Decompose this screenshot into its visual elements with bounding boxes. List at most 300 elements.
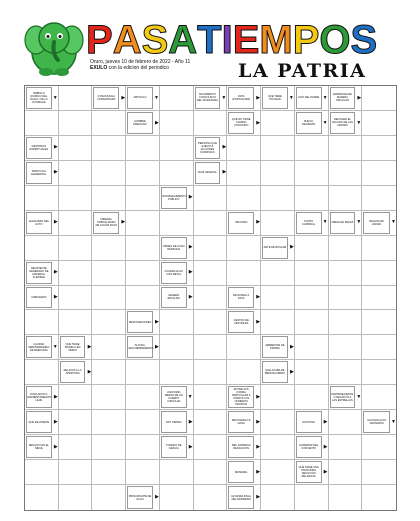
answer-cell[interactable] — [261, 161, 295, 186]
clue-text: DISCUSION O ENFRENTAMIENTO LEVE — [26, 386, 52, 408]
clue-cell — [25, 335, 59, 360]
answer-cell[interactable] — [362, 485, 396, 510]
clue-text: ESTABLECIMIENTO PUBLICO — [161, 187, 187, 209]
answer-cell[interactable] — [59, 410, 93, 435]
answer-cell[interactable] — [194, 410, 228, 435]
answer-cell[interactable] — [194, 335, 228, 360]
clue-cell — [25, 86, 59, 111]
clue-cell — [126, 86, 160, 111]
answer-cell[interactable] — [126, 136, 160, 161]
arrow-right-icon: ▶ — [53, 269, 58, 276]
clue-text: RELATOS A LA APERTURA — [60, 361, 86, 383]
clue-cell — [227, 86, 261, 111]
exclusive-bold: EXULO — [90, 65, 108, 71]
answer-cell[interactable] — [25, 360, 59, 385]
arrow-right-icon: ▶ — [53, 219, 58, 226]
clue-text: LEGALIDAD DEL ACTO — [26, 212, 52, 234]
answer-cell[interactable] — [295, 360, 329, 385]
arrow-right-icon: ▶ — [155, 119, 159, 126]
clue-cell — [194, 86, 228, 111]
answer-cell[interactable] — [92, 310, 126, 335]
answer-cell[interactable] — [227, 261, 261, 286]
answer-cell[interactable] — [194, 310, 228, 335]
clue-cell — [25, 136, 59, 161]
clue-text: CUARDA ALGO CON METAL — [161, 262, 187, 284]
arrow-right-icon: ▶ — [256, 219, 261, 226]
answer-cell[interactable] — [362, 360, 396, 385]
clue-cell — [329, 111, 363, 136]
answer-cell[interactable] — [126, 186, 160, 211]
puzzle-header — [0, 0, 420, 84]
arrow-right-icon: ▶ — [121, 94, 126, 101]
clue-cell — [126, 111, 160, 136]
clue-text: RAIZ VEGETAL — [195, 162, 221, 184]
answer-cell[interactable] — [59, 136, 93, 161]
arrow-right-icon: ▶ — [256, 393, 261, 400]
answer-cell[interactable] — [194, 236, 228, 261]
clue-text: NUEVO, RECIENTE — [296, 112, 322, 134]
clue-cell — [160, 236, 194, 261]
arrow-right-icon: ▶ — [222, 169, 227, 176]
answer-cell[interactable] — [92, 136, 126, 161]
answer-cell[interactable] — [194, 385, 228, 410]
arrow-down-icon: ▼ — [356, 219, 362, 226]
answer-cell[interactable] — [295, 485, 329, 510]
arrow-down-icon: ▼ — [52, 94, 58, 101]
clue-text: QUE DE ATREVE — [26, 411, 52, 433]
answer-cell[interactable] — [92, 261, 126, 286]
arrow-right-icon: ▶ — [188, 194, 193, 201]
title-letter: T — [197, 18, 222, 62]
answer-cell[interactable] — [261, 286, 295, 311]
answer-cell[interactable] — [362, 261, 396, 286]
clue-text: RECIPIENTE GENERADO DE MATERIAL FLEXIBLE — [26, 262, 52, 284]
arrow-down-icon: ▼ — [356, 393, 362, 400]
answer-cell[interactable] — [126, 460, 160, 485]
clue-cell — [295, 435, 329, 460]
answer-cell[interactable] — [362, 385, 396, 410]
answer-cell[interactable] — [261, 385, 295, 410]
arrow-down-icon: ▼ — [52, 343, 58, 350]
answer-cell[interactable] — [295, 385, 329, 410]
clue-cell — [261, 236, 295, 261]
answer-cell[interactable] — [160, 360, 194, 385]
answer-cell[interactable] — [194, 111, 228, 136]
clue-text: PARTICULA ELEMENTAL — [26, 162, 52, 184]
clue-text: DESPOSECIONES — [127, 311, 153, 333]
clue-cell — [261, 335, 295, 360]
answer-cell[interactable] — [59, 435, 93, 460]
dateline-block — [90, 59, 190, 71]
answer-cell[interactable] — [59, 111, 93, 136]
clue-cell — [25, 435, 59, 460]
title-letter: A — [112, 18, 142, 62]
clue-cell — [227, 385, 261, 410]
clue-cell — [25, 161, 59, 186]
answer-cell[interactable] — [126, 435, 160, 460]
answer-cell[interactable] — [59, 385, 93, 410]
answer-cell[interactable] — [59, 261, 93, 286]
title-letter: O — [319, 18, 351, 62]
answer-cell[interactable] — [59, 286, 93, 311]
arrow-down-icon: ▼ — [391, 219, 396, 226]
answer-cell[interactable] — [362, 236, 396, 261]
answer-cell[interactable] — [194, 360, 228, 385]
answer-cell[interactable] — [194, 485, 228, 510]
clue-cell — [329, 86, 363, 111]
answer-cell[interactable] — [126, 211, 160, 236]
answer-cell[interactable] — [160, 485, 194, 510]
clue-text: MINERAL CRISTALIZADO DE COLOR ROJO — [93, 212, 119, 234]
answer-cell[interactable] — [160, 310, 194, 335]
clue-text: PERTENECIENTE O RELATIVO A LAS ESTRELLAS — [330, 386, 356, 408]
answer-cell[interactable] — [194, 211, 228, 236]
answer-cell[interactable] — [92, 435, 126, 460]
answer-cell[interactable] — [261, 261, 295, 286]
answer-cell[interactable] — [160, 86, 194, 111]
clue-text: SUPERIOR DEL CONVENTO — [296, 436, 322, 458]
arrow-right-icon: ▶ — [155, 494, 159, 501]
answer-cell[interactable] — [59, 485, 93, 510]
clue-text: ENTRE SUS FORMA PARTICULAR A UNIDOS LOS NUMEROS PROPIOS — [228, 386, 254, 408]
arrow-right-icon: ▶ — [53, 144, 58, 151]
elephant-mascot-icon — [24, 14, 84, 78]
answer-cell[interactable] — [261, 310, 295, 335]
answer-cell[interactable] — [362, 136, 396, 161]
clue-cell — [25, 410, 59, 435]
dateline-text: Oruro, jueves 10 de febrero de 2022 - Año 11 — [90, 59, 191, 65]
clue-text: CIMPLEZON — [26, 287, 52, 309]
clue-cell — [227, 435, 261, 460]
answer-cell[interactable] — [261, 435, 295, 460]
answer-cell[interactable] — [227, 161, 261, 186]
clue-cell — [295, 111, 329, 136]
answer-cell[interactable] — [59, 211, 93, 236]
clue-text: PERSONA QUE EJECUTA ACCIONES FORZOSAS — [195, 137, 221, 159]
clue-cell — [261, 86, 295, 111]
answer-cell[interactable] — [25, 186, 59, 211]
arrow-right-icon: ▶ — [53, 169, 58, 176]
arrow-right-icon: ▶ — [357, 94, 362, 101]
clue-cell — [25, 211, 59, 236]
arrow-down-icon: ▼ — [322, 119, 328, 126]
answer-cell[interactable] — [329, 460, 363, 485]
answer-cell[interactable] — [126, 236, 160, 261]
answer-cell[interactable] — [160, 335, 194, 360]
answer-cell[interactable] — [295, 310, 329, 335]
answer-cell[interactable] — [295, 136, 329, 161]
answer-cell[interactable] — [329, 335, 363, 360]
clue-cell — [295, 86, 329, 111]
clue-cell — [126, 310, 160, 335]
answer-cell[interactable] — [362, 335, 396, 360]
clue-cell — [295, 460, 329, 485]
answer-cell[interactable] — [194, 261, 228, 286]
clue-cell — [59, 335, 93, 360]
arrow-right-icon: ▶ — [53, 294, 58, 301]
clue-cell — [362, 410, 396, 435]
answer-cell[interactable] — [295, 186, 329, 211]
clue-cell — [194, 161, 228, 186]
answer-cell[interactable] — [92, 485, 126, 510]
answer-cell[interactable] — [329, 261, 363, 286]
title-letter: A — [168, 18, 198, 62]
clue-text: AMBIENTAR DE PRISMA — [262, 336, 288, 358]
answer-cell[interactable] — [261, 410, 295, 435]
arrow-right-icon: ▶ — [323, 418, 328, 425]
answer-cell[interactable] — [92, 236, 126, 261]
clue-text: DEF. ENTREGA REDACCION — [228, 436, 254, 458]
clue-cell — [261, 360, 295, 385]
clue-text: PUNTO CARDINAL — [296, 212, 322, 234]
answer-cell[interactable] — [92, 111, 126, 136]
answer-cell[interactable] — [160, 460, 194, 485]
crossword-grid — [24, 85, 397, 511]
answer-cell[interactable] — [329, 286, 363, 311]
arrow-right-icon: ▶ — [256, 294, 261, 301]
answer-cell[interactable] — [194, 286, 228, 311]
clue-cell — [295, 211, 329, 236]
arrow-right-icon: ▶ — [53, 418, 58, 425]
clue-text: LEYENDA FINAL DEL MODERNO — [228, 486, 254, 509]
arrow-right-icon: ▶ — [323, 443, 328, 450]
title-letter: I — [221, 18, 233, 62]
answer-cell[interactable] — [261, 460, 295, 485]
clue-cell — [160, 410, 194, 435]
answer-cell[interactable] — [92, 161, 126, 186]
answer-cell[interactable] — [92, 460, 126, 485]
answer-cell[interactable] — [92, 286, 126, 311]
title-letter: P — [292, 18, 320, 62]
answer-cell[interactable] — [92, 385, 126, 410]
clue-text: QUE TIENE UTILIDAD — [262, 87, 288, 109]
answer-cell[interactable] — [92, 360, 126, 385]
answer-cell[interactable] — [25, 485, 59, 510]
clue-cell — [227, 310, 261, 335]
answer-cell[interactable] — [295, 335, 329, 360]
answer-cell[interactable] — [126, 385, 160, 410]
clue-cell — [59, 360, 93, 385]
answer-cell[interactable] — [295, 236, 329, 261]
arrow-right-icon: ▶ — [256, 443, 261, 450]
clue-cell — [160, 286, 194, 311]
answer-cell[interactable] — [59, 86, 93, 111]
answer-cell[interactable] — [261, 186, 295, 211]
answer-cell[interactable] — [25, 460, 59, 485]
clue-cell — [227, 111, 261, 136]
answer-cell[interactable] — [362, 86, 396, 111]
answer-cell[interactable] — [25, 310, 59, 335]
answer-cell[interactable] — [126, 161, 160, 186]
clue-text: MATERIAL — [228, 461, 254, 483]
arrow-right-icon: ▶ — [188, 269, 193, 276]
answer-cell[interactable] — [362, 460, 396, 485]
answer-cell[interactable] — [126, 286, 160, 311]
answer-cell[interactable] — [329, 410, 363, 435]
answer-cell[interactable] — [160, 136, 194, 161]
answer-cell[interactable] — [160, 111, 194, 136]
answer-cell[interactable] — [295, 286, 329, 311]
clue-cell — [92, 211, 126, 236]
clue-text: COSA MUCHA CORAZONADO — [93, 87, 119, 109]
clue-text: RECOGER EL SACADO DE LAS LEONES — [330, 112, 356, 134]
clue-text: ORDEN DE A UNA PERSONA — [161, 237, 187, 259]
clue-cell — [160, 261, 194, 286]
answer-cell[interactable] — [92, 186, 126, 211]
clue-text: INFUSION — [228, 212, 254, 234]
answer-cell[interactable] — [362, 186, 396, 211]
clue-cell — [329, 385, 363, 410]
clue-text: REGATA DE ZAFIRA — [363, 212, 390, 234]
clue-cell — [227, 485, 261, 510]
answer-cell[interactable] — [126, 261, 160, 286]
answer-cell[interactable] — [329, 310, 363, 335]
title-letter: P — [86, 18, 113, 62]
clue-cell — [126, 485, 160, 510]
answer-cell[interactable] — [362, 310, 396, 335]
arrow-down-icon: ▼ — [356, 119, 362, 126]
clue-text: GENERA ENTALPIA — [161, 287, 187, 309]
clue-cell — [92, 86, 126, 111]
answer-cell[interactable] — [362, 161, 396, 186]
arrow-right-icon: ▶ — [256, 319, 261, 326]
arrow-right-icon: ▶ — [53, 393, 58, 400]
clue-text: RESALTO EN EL NIEVE — [26, 436, 52, 458]
answer-cell[interactable] — [194, 186, 228, 211]
clue-text: ARTICULO — [127, 87, 153, 109]
puzzle-title — [86, 16, 377, 60]
arrow-right-icon: ▶ — [256, 494, 261, 501]
title-letter: M — [259, 18, 293, 62]
exclusive-rest: con la edicion del periodico — [107, 65, 169, 71]
answer-cell[interactable] — [126, 360, 160, 385]
clue-cell — [126, 335, 160, 360]
answer-cell[interactable] — [92, 410, 126, 435]
clue-cell — [194, 136, 228, 161]
answer-cell[interactable] — [227, 136, 261, 161]
answer-cell[interactable] — [59, 186, 93, 211]
answer-cell[interactable] — [227, 186, 261, 211]
answer-cell[interactable] — [59, 310, 93, 335]
clue-text: HOMBRE PRECIANO — [127, 112, 153, 134]
answer-cell[interactable] — [329, 161, 363, 186]
answer-cell[interactable] — [362, 111, 396, 136]
answer-cell[interactable] — [329, 360, 363, 385]
clue-text: ANATOMIA MERAS DE UN CUERPO CIRCULAR — [161, 386, 187, 408]
answer-cell[interactable] — [92, 335, 126, 360]
arrow-right-icon: ▶ — [155, 343, 159, 350]
clue-cell — [362, 211, 396, 236]
arrow-right-icon: ▶ — [256, 468, 261, 475]
answer-cell[interactable] — [329, 485, 363, 510]
title-letter: S — [350, 18, 378, 62]
arrow-down-icon: ▼ — [322, 219, 328, 226]
answer-cell[interactable] — [295, 161, 329, 186]
arrow-right-icon: ▶ — [256, 94, 261, 101]
arrow-right-icon: ▶ — [222, 144, 227, 151]
clue-text: DIOS (PORTUGUES) — [228, 87, 254, 109]
answer-cell[interactable] — [362, 435, 396, 460]
arrow-right-icon: ▶ — [289, 244, 294, 251]
clue-text: CENTRO DE VESTIDLES — [228, 311, 254, 333]
answer-cell[interactable] — [160, 161, 194, 186]
clue-text: ART. PERSIA — [161, 411, 187, 433]
clue-cell — [160, 385, 194, 410]
clue-text: MOVIMIENTO CONVULSIVO DEL DIAFRAGMA — [195, 87, 221, 109]
answer-cell[interactable] — [261, 136, 295, 161]
clue-text: TOMADO DE GRACIA — [161, 436, 187, 458]
answer-cell[interactable] — [329, 236, 363, 261]
clue-text: RECOGERLO A NASA — [228, 411, 254, 433]
arrow-right-icon: ▶ — [188, 244, 193, 251]
clue-cell — [227, 410, 261, 435]
title-letter: E — [232, 18, 260, 62]
arrow-right-icon: ▶ — [289, 368, 294, 375]
answer-cell[interactable] — [329, 136, 363, 161]
answer-cell[interactable] — [329, 186, 363, 211]
clue-text: QUE NO TIENE CAMINO CONOCIDO — [228, 112, 254, 134]
arrow-down-icon: ▼ — [322, 94, 328, 101]
clue-text: GUSTOSO — [296, 411, 322, 433]
clue-text: ALCOHOLICOS ANONIMOS — [363, 411, 390, 433]
answer-cell[interactable] — [295, 261, 329, 286]
answer-cell[interactable] — [59, 161, 93, 186]
answer-cell[interactable] — [261, 111, 295, 136]
clue-cell — [295, 410, 329, 435]
clue-cell — [227, 460, 261, 485]
exclusive-note — [90, 65, 190, 71]
answer-cell[interactable] — [25, 111, 59, 136]
clue-text: DE RODEO A DIOS — [228, 287, 254, 309]
answer-cell[interactable] — [261, 211, 295, 236]
arrow-right-icon: ▶ — [155, 319, 159, 326]
clue-text: MEDIA DE INDIAZ — [330, 212, 356, 234]
newspaper-brand: LA PATRIA — [238, 60, 367, 82]
answer-cell[interactable] — [329, 435, 363, 460]
answer-cell[interactable] — [59, 236, 93, 261]
clue-cell — [227, 211, 261, 236]
arrow-right-icon: ▶ — [289, 343, 294, 350]
answer-cell[interactable] — [160, 211, 194, 236]
clue-text: MINISTROS ESPIRITUALES — [26, 137, 52, 159]
arrow-down-icon: ▼ — [153, 94, 159, 101]
arrow-down-icon: ▼ — [391, 418, 396, 425]
arrow-right-icon: ▶ — [188, 294, 193, 301]
answer-cell[interactable] — [261, 485, 295, 510]
answer-cell[interactable] — [227, 335, 261, 360]
answer-cell[interactable] — [194, 435, 228, 460]
clue-cell — [25, 385, 59, 410]
answer-cell[interactable] — [59, 460, 93, 485]
clue-text: PRINCIPIANTE DE ALGO — [127, 486, 153, 509]
answer-cell[interactable] — [25, 236, 59, 261]
clue-cell — [25, 286, 59, 311]
clue-text: QUE TIENE MODELO EN VIDRIO — [60, 336, 86, 358]
clue-text: CAUDAD MEDITERRANEO DE BABILONIA — [26, 336, 52, 358]
answer-cell[interactable] — [227, 360, 261, 385]
clue-text: SIMBOLO QUIMICO DEL GALIO / SE LA CONSIGUE — [26, 87, 52, 109]
clue-cell — [160, 435, 194, 460]
clue-text: ARTE DE BUSCAR — [262, 237, 288, 259]
clue-text: ALTURA, ENCUMBRAMIENTO — [127, 336, 153, 358]
arrow-down-icon: ▼ — [221, 94, 227, 101]
answer-cell[interactable] — [126, 410, 160, 435]
answer-cell[interactable] — [227, 236, 261, 261]
clue-cell — [160, 186, 194, 211]
answer-cell[interactable] — [362, 286, 396, 311]
answer-cell[interactable] — [194, 460, 228, 485]
clue-text: QUE TIENE UNA PROFUNDA DEVOCION RELIGIOSA — [296, 461, 322, 483]
